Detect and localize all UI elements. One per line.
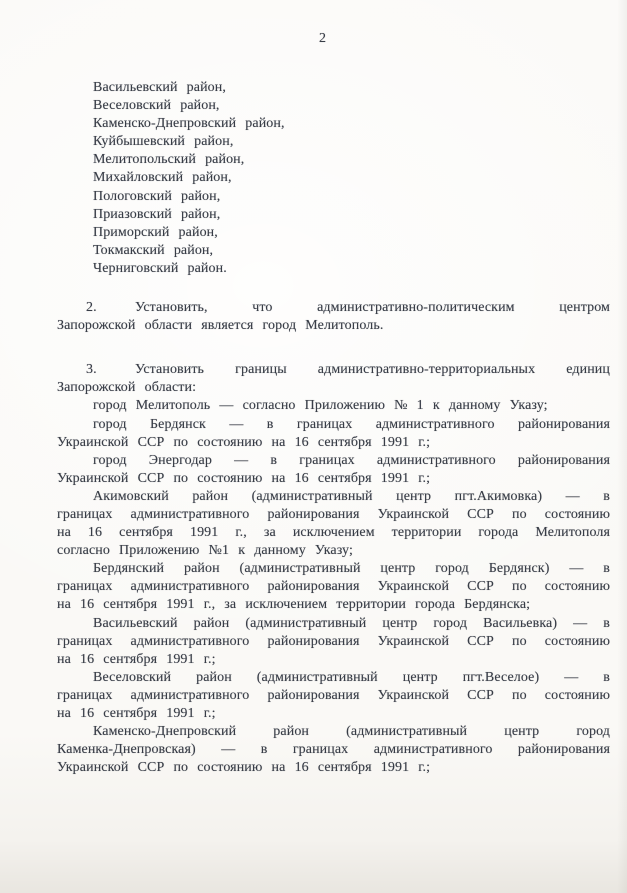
sub-item-akimovsky-rayon [57,488,610,560]
text-line: Акимовский район (административный центр пгт.Акимовка) — в [93,488,610,504]
paragraph-number: 3. [86,362,97,378]
text-line: Запорожской области является город Мелитополь. [57,318,384,334]
text-line: город Бердянск — в границах административного районирования [93,416,610,432]
text-line: Веселовский район (административный центр пгт.Веселое) — в [93,669,610,685]
district-list-item: Приазовский район, [93,206,221,222]
sub-item-vasilyevsky-rayon [57,615,610,669]
paragraph-number: 2. [86,300,97,316]
text-line: на 16 сентября 1991 г., за исключением территории города Бердянска; [57,597,531,613]
document-content [57,79,610,777]
district-list [57,79,610,278]
district-list-item: Михайловский район, [93,170,232,186]
text-line: Украинской ССР по состоянию на 16 сентября 1991 г.; [57,470,431,486]
district-list-item: Мелитопольский район, [93,152,245,168]
sub-item-melitopol [57,397,610,415]
text-line: границах административного районирования Украинской ССР по состоянию [57,633,610,649]
clause-3 [57,361,610,397]
text-line: на 16 сентября 1991 г., за исключением территории города Мелитополя [57,525,610,541]
page-number: 2 [318,31,327,46]
district-list-item: Каменско-Днепровский район, [93,116,285,132]
text-line: границах административного районирования Украинской ССР по состоянию [57,506,610,522]
text-line: Запорожской области: [57,380,197,396]
district-list-item: Куйбышевский район, [93,134,234,150]
text-line: границах административного районирования Украинской ССР по состоянию [57,687,610,703]
text-line: Васильевский район (административный центр город Васильевка) — в [93,615,610,631]
sub-item-berdyansk-city [57,416,610,452]
text-line: Каменка-Днепровская) — в границах административного районирования [57,742,610,758]
text-line: Бердянский район (административный центр город Бердянск) — в [93,561,610,577]
text-line: Каменско-Днепровский район (административный центр город [93,724,610,740]
text-line: Украинской ССР по состоянию на 16 сентября 1991 г.; [57,760,431,776]
text-line: город Энергодар — в границах административного районирования [93,452,610,468]
text-line: 2. Установить, что административно-политическим центром [57,299,610,317]
clause-2 [57,299,610,335]
district-list-item: Веселовский район, [93,98,220,114]
text-line: город Мелитополь — согласно Приложению № 1 к данному Указу; [93,398,548,414]
text-line: согласно Приложению №1 к данному Указу; [57,543,353,559]
text-line: 3. Установить границы административно-территориальных единиц [57,361,610,379]
district-list-item: Токмакский район, [93,242,214,258]
district-list-item: Пологовский район, [93,188,221,204]
sub-item-veselovsky-rayon [57,669,610,723]
sub-item-energodar [57,452,610,488]
text-line: на 16 сентября 1991 г.; [57,651,216,667]
district-list-item: Васильевский район, [93,80,226,95]
district-list-item: Приморский район, [93,224,218,240]
sub-item-kamensko-dneprovsky-rayon [57,723,610,777]
district-list-item: Черниговский район. [93,260,227,276]
text-line: на 16 сентября 1991 г.; [57,706,216,721]
sub-item-berdyansky-rayon [57,560,610,614]
text-line: границах административного районирования Украинской ССР по состоянию [57,579,610,595]
text-line: Украинской ССР по состоянию на 16 сентября 1991 г.; [57,434,431,450]
